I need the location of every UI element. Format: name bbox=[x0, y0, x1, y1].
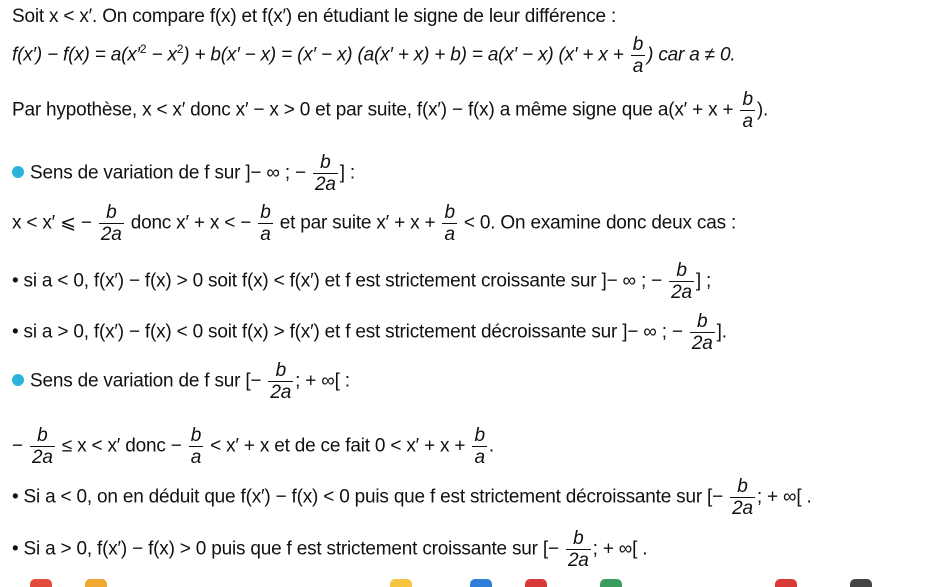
eq-part: f(x′) − f(x) = a(x′ bbox=[12, 44, 140, 66]
exponent: 2 bbox=[139, 42, 147, 57]
text-part: • Si a > 0, f(x′) − f(x) > 0 puis que f est strictement croissante sur [− bbox=[12, 538, 559, 560]
text-part: ; + ∞[ . bbox=[756, 486, 812, 508]
denominator: 2a bbox=[32, 447, 53, 468]
fraction bbox=[258, 202, 272, 245]
denominator: a bbox=[742, 111, 753, 132]
numerator: b bbox=[730, 476, 755, 498]
numerator: b bbox=[632, 34, 644, 55]
app-icon[interactable] bbox=[30, 579, 52, 587]
denominator: a bbox=[260, 224, 271, 245]
bullet-icon bbox=[12, 166, 24, 178]
hypothesis-line bbox=[12, 89, 768, 132]
numerator: b bbox=[690, 311, 715, 333]
numerator: b bbox=[474, 425, 485, 446]
inequality-line-2 bbox=[12, 425, 494, 468]
text-part: Par hypothèse, x < x′ donc x′ − x > 0 et par suite, f(x′) − f(x) a même signe que a(x′ + x + bbox=[12, 99, 734, 121]
eq-part: ) car a ≠ 0. bbox=[647, 44, 736, 66]
eq-part: ) + b(x′ − x) = (x′ − x) (a(x′ + x) + b) = a(x′ − x) (x′ + x + bbox=[183, 44, 624, 66]
app-icon[interactable] bbox=[525, 579, 547, 587]
text-part: • si a > 0, f(x′) − f(x) < 0 soit f(x) > f(x′) et f est strictement décroissante sur ]− ∞ ; − bbox=[12, 321, 683, 343]
fraction bbox=[690, 311, 715, 354]
intro-line: Soit x < x′. On compare f(x) et f(x′) en étudiant le signe de leur différence : bbox=[12, 6, 617, 27]
app-icon[interactable] bbox=[390, 579, 412, 587]
exponent: 2 bbox=[176, 42, 184, 57]
text-part: ). bbox=[756, 99, 769, 121]
fraction bbox=[313, 152, 338, 195]
fraction bbox=[631, 34, 645, 77]
numerator: b bbox=[190, 425, 202, 446]
case-a-positive-right bbox=[12, 528, 647, 571]
fraction bbox=[740, 89, 754, 132]
fraction bbox=[442, 202, 456, 245]
denominator: 2a bbox=[567, 550, 589, 571]
bullet-icon bbox=[12, 374, 24, 386]
denominator: 2a bbox=[691, 333, 713, 354]
numerator: b bbox=[260, 202, 271, 223]
text-part: donc x′ + x < − bbox=[125, 212, 252, 234]
text-part: ≤ x < x′ donc − bbox=[56, 435, 182, 457]
heading-text: ] : bbox=[339, 162, 355, 184]
text-part: . bbox=[488, 435, 494, 457]
text-part: • si a < 0, f(x′) − f(x) > 0 soit f(x) < f(x′) et f est strictement croissante sur ]− ∞ ; − bbox=[12, 270, 663, 292]
denominator: 2a bbox=[314, 174, 336, 195]
app-icon[interactable] bbox=[775, 579, 797, 587]
text-part: − bbox=[12, 435, 23, 457]
app-icon[interactable] bbox=[600, 579, 622, 587]
denominator: 2a bbox=[100, 224, 122, 245]
fraction bbox=[30, 425, 55, 468]
text-part: ] ; bbox=[695, 270, 712, 292]
numerator: b bbox=[313, 152, 338, 174]
text-part: < x′ + x et de ce fait 0 < x′ + x + bbox=[205, 435, 466, 457]
fraction bbox=[189, 425, 203, 468]
numerator: b bbox=[30, 425, 55, 447]
fraction bbox=[268, 360, 293, 403]
denominator: a bbox=[474, 447, 485, 468]
case-a-negative-left bbox=[12, 260, 711, 303]
section-heading-1 bbox=[12, 152, 355, 195]
denominator: a bbox=[444, 224, 455, 245]
numerator: b bbox=[444, 202, 455, 223]
text-part: ; + ∞[ . bbox=[592, 538, 648, 560]
text-part: et par suite x′ + x + bbox=[274, 212, 436, 234]
text-part: x < x′ ⩽ − bbox=[12, 212, 92, 234]
denominator: 2a bbox=[671, 282, 692, 303]
text-part: • Si a < 0, on en déduit que f(x′) − f(x) < 0 puis que f est strictement décroissante sur [− bbox=[12, 486, 724, 508]
numerator: b bbox=[669, 260, 694, 282]
difference-equation bbox=[12, 34, 735, 77]
section-heading-2 bbox=[12, 360, 350, 403]
case-a-negative-right bbox=[12, 476, 812, 519]
inequality-line-1 bbox=[12, 202, 736, 245]
fraction bbox=[669, 260, 694, 303]
numerator: b bbox=[99, 202, 124, 224]
numerator: b bbox=[566, 528, 591, 550]
fraction bbox=[472, 425, 486, 468]
fraction bbox=[566, 528, 591, 571]
app-icon[interactable] bbox=[85, 579, 107, 587]
heading-text: Sens de variation de f sur ]− ∞ ; − bbox=[30, 162, 306, 184]
fraction bbox=[99, 202, 124, 245]
fraction bbox=[730, 476, 755, 519]
denominator: 2a bbox=[270, 382, 292, 403]
numerator: b bbox=[742, 89, 753, 110]
heading-text: ; + ∞[ : bbox=[295, 370, 350, 392]
numerator: b bbox=[268, 360, 293, 382]
app-icon[interactable] bbox=[850, 579, 872, 587]
eq-part: − x bbox=[146, 44, 177, 66]
app-icon[interactable] bbox=[470, 579, 492, 587]
denominator: a bbox=[632, 56, 644, 77]
denominator: a bbox=[190, 447, 202, 468]
dock-strip bbox=[0, 577, 930, 587]
heading-text: Sens de variation de f sur [− bbox=[30, 370, 262, 392]
text-part: ]. bbox=[716, 321, 727, 343]
text-part: < 0. On examine donc deux cas : bbox=[458, 212, 737, 234]
case-a-positive-left bbox=[12, 311, 727, 354]
denominator: 2a bbox=[732, 498, 753, 519]
